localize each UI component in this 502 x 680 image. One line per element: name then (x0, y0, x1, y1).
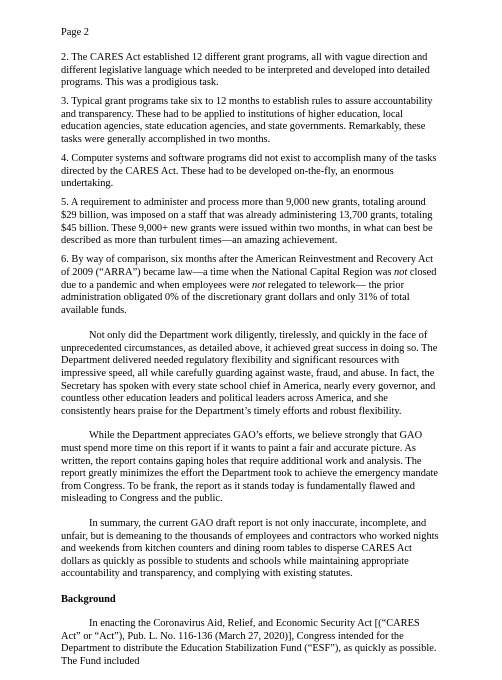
body-paragraph-success: Not only did the Department work diligently, tirelessly, and quickly in the face of unprecedented circumstances, as detailed above, it achieved great success in doing so. The Department delivered needed regulatory flexibility and significant resources with impressive speed, all while carefully guarding against waste, fraud, and abuse. In fact, the Secretary has spoken with every state school chief in America, nearly every governor, and countless other education leaders and political leaders across America, and she consistently hears praise for the Department’s timely efforts and robust flexibility. (61, 330, 438, 417)
numbered-paragraph-2: 2. The CARES Act established 12 different grant programs, all with vague direction and different legislative language which needed to be interpreted and developed into detailed programs. This was a prodigious task. (61, 52, 430, 89)
paragraph-6-text-a: 6. By way of comparison, six months after the American Reinvestment and Recovery Act of 2009 (“ARRA”) became law—a time when the National Capital Region was (61, 254, 433, 278)
numbered-paragraph-5: 5. A requirement to administer and process more than 9,000 new grants, totaling around $29 billion, was imposed on a staff that was already administering 13,700 grants, totaling $45 billion. These 9,000+ new grants were issued within two months, in what can best be described as more than turbulent times—an amazing achievement. (61, 197, 433, 247)
page-number: Page 2 (61, 27, 89, 38)
background-paragraph: In enacting the Coronavirus Aid, Relief, and Economic Security Act [(“CARES Act” or “Act”), Pub. L. No. 116-136 (March 27, 2020)], Congress intended for the Department to distribute the Education Stabilization Fund (“ESF”), as quickly as possible. The Fund included (61, 617, 437, 667)
emphasis-not-2: not (252, 279, 266, 291)
body-paragraph-gao-efforts: While the Department appreciates GAO’s efforts, we believe strongly that GAO must spend more time on this report if it wants to paint a fair and accurate picture. As written, the report contains gaping holes that require additional work and analysis. The report greatly minimizes the effort the Department took to achieve the emergency mandate from Congress. To be frank, the report as it stands today is fundamentally flawed and misleading to Congress and the public. (61, 430, 438, 505)
section-heading-background: Background (61, 593, 116, 605)
emphasis-not-1: not (393, 266, 408, 278)
paragraph-6-text-b: closed due to a pandemic and when employees were (61, 266, 437, 291)
document-body (61, 52, 439, 680)
numbered-paragraph-4: 4. Computer systems and software programs did not exist to accomplish many of the tasks directed by the CARES Act. These had to be developed on-the-fly, an enormous undertaking. (61, 153, 437, 190)
paragraph-6-text-c: relegated to telework— the prior administration obligated 0% of the discretionary grant dollars and only 31% of total available funds. (61, 279, 410, 316)
numbered-paragraph-6 (61, 254, 439, 317)
numbered-paragraph-3: 3. Typical grant programs take six to 12 months to establish rules to assure accountability and transparency. These had to be applied to institutions of higher education, local education agencies, state education agencies, and state governments. Remarkably, these tasks were generally accomplished in two months. (61, 96, 433, 146)
body-paragraph-summary: In summary, the current GAO draft report is not only inaccurate, incomplete, and unfair, but is demeaning to the thousands of employees and contractors who worked nights and weekends from kitchen counters and dining room tables to disperse CARES Act dollars as quickly as possible to students and schools while maintaining appropriate accountability and transparency, and complying with existing statutes. (61, 518, 439, 580)
